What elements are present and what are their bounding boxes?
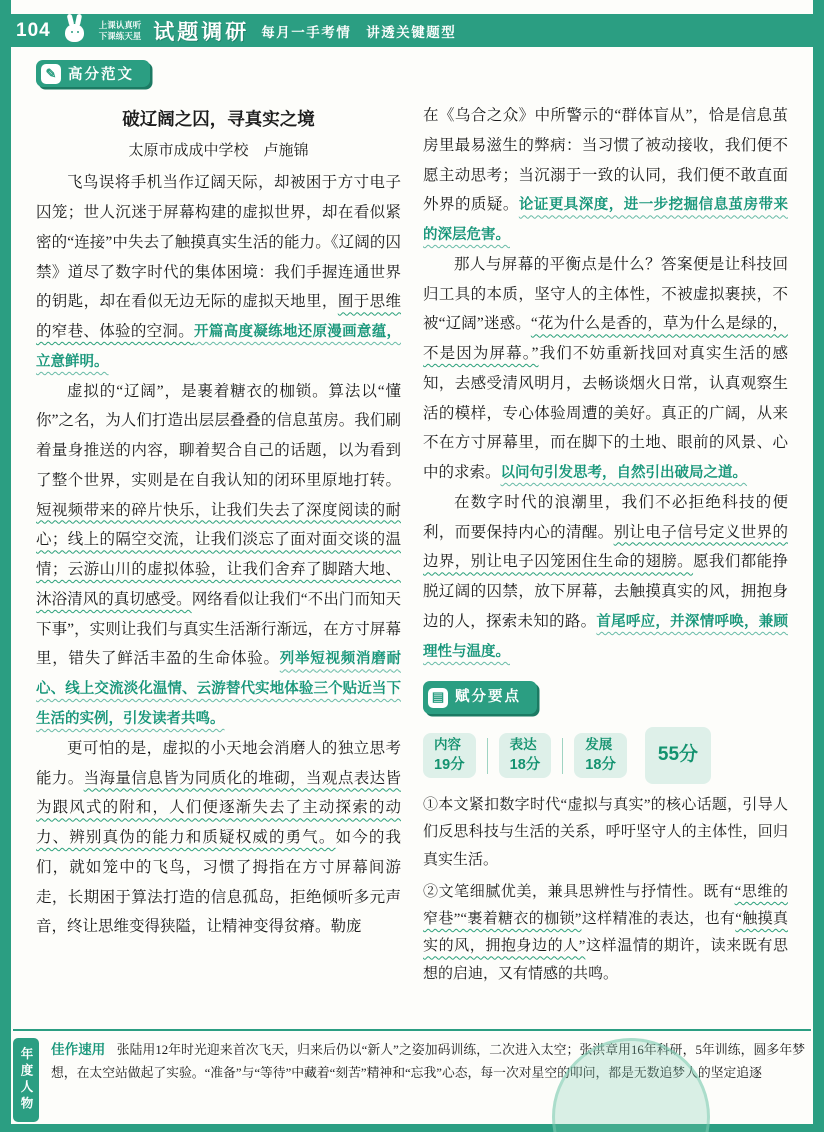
score-item-label: 发展 [585,737,613,753]
bottom-border-strip [0,1124,824,1132]
scoring-badge-label: 赋分要点 [455,688,521,705]
footer-feature-label: 佳作速用 [51,1042,106,1057]
highlighted-sentence: 短视频带来的碎片快乐，让我们失去了深度阅读的耐心；线上的隔空交流，让我们淡忘了面对面交谈的温情；云游山川的虚拟体验，让我们舍弃了脚踏大地、沐浴清风的真切感受。 [36,501,401,608]
mascot-slogan-line2: 下课练天星 [98,30,142,41]
top-header-bar [0,14,824,47]
highlighted-sentence: “触摸真实的风，拥抱身边的人” [423,911,788,955]
essay-right-column [423,101,788,988]
score-item-label: 表达 [509,737,537,753]
essay-text: 网络看似让我们“不出门而知天下事”，实则让我们与真实生活渐行渐远，在方寸屏幕里，错失了鲜活丰盈的生命体验。 [36,590,401,668]
main-content [36,60,788,988]
essay-text: 在《乌合之众》中所警示的“群体盲从”，恰是信息茧房里最易滋生的弊病：当习惯了被动接收，我们便不愿主动思考；当沉溺于一致的认同，我们便不敢直面外界的质疑。 [423,107,788,214]
footer-body [51,1038,811,1085]
year-figure-vertical-tab: 年度人物 [13,1038,39,1122]
teacher-annotation: 论证更具深度，进一步挖掘信息茧房带来的深层危害。 [423,197,788,244]
score-divider [562,738,563,774]
essay-left-column [36,101,401,988]
essay-title: 破辽阔之囚，寻真实之境 [122,109,315,129]
highlighted-sentence: 囿于思维的窄巷、体验的空洞。 [36,293,401,340]
score-item [423,733,476,778]
highlighted-sentence: 当海量信息皆为同质化的堆砌，当观点表达皆为跟风式的附和，人们便逐渐失去了主动探索的动力、辨别真伪的能力和质疑权威的勇气。 [36,769,401,847]
footer-feature-text: 张陆用12年时光迎来首次飞天，归来后仍以“新人”之姿加码训练，二次进入太空；张洪章用16年科研，5年训练，圆多年梦想，在太空站做起了实验。“准备”与“等待”中藏着“刻苦”精神和“忘我”心态，每一次对星空的叩问，都是无数追梦人的坚定追逐 [51,1043,806,1081]
mascot-slogan [99,20,142,41]
right-border-strip [813,0,824,1132]
score-item [574,733,627,778]
teacher-annotation: 列举短视频消磨耐心、线上交流淡化温情、云游替代实地体验三个贴近当下生活的实例，引发读者共鸣。 [36,651,401,728]
highlighted-sentence: 别让电子信号定义世界的边界，别让电子囚笼困住生命的翅膀。 [423,523,788,571]
left-border-strip [0,0,11,1132]
essay-paragraph [423,488,788,667]
essay-paragraph [36,168,401,376]
essay-text: 更可怕的是，虚拟的小天地会消磨人的独立思考能力。 [36,739,401,787]
score-divider [487,738,488,774]
score-item-value: 18分 [509,757,541,773]
brand-title: 试题调研 [153,20,250,44]
teacher-annotation: 首尾呼应，并深情呼唤，兼顾理性与温度。 [423,613,788,660]
essay-text: 如今的我们，就如笼中的飞鸟，习惯了拇指在方寸屏幕间游走，长期困于算法打造的信息孤岛，拒绝倾听多元声音，终让思维变得狭隘，让精神变得贫瘠。勒庞 [36,829,401,936]
essay-paragraph [423,101,788,250]
essay-text: 这样精准的表达，也有 [581,911,736,928]
score-item [499,733,552,778]
score-item-label: 内容 [434,737,461,753]
page-number: 104 [16,19,51,41]
highlighted-sentence: “花为什么是香的，草为什么是绿的，不是因为屏幕。” [423,315,788,363]
mascot-icon [63,18,87,44]
teacher-annotation: 开篇高度凝练地还原漫画意蕴，立意鲜明。 [36,324,401,370]
pen-icon: ✎ [41,64,61,84]
essay-text: 虚拟的“辽阔”，是裹着糖衣的枷锁。算法以“懂你”之名，为人们打造出层层叠叠的信息茧房。我们刷着量身推送的内容，聊着契合自己的话题，以为看到了整个世界，实则是在自我认知的闭环里原地打转。 [36,382,401,489]
score-item-value: 18分 [585,757,616,773]
footer-section [13,1029,811,1122]
essay-text: ①本文紧扣数字时代“虚拟与真实”的核心话题，引导人们反思科技与生活的关系，呼吁坚守人的主体性，回归真实生活。 [423,796,788,868]
scoring-point [423,879,788,988]
teacher-annotation: 以问句引发思考，自然引出破局之道。 [500,465,748,482]
essay-text: ②文笔细腻优美，兼具思辨性与抒情性。既有 [423,883,735,900]
essay-paragraph [36,734,401,942]
essay-paragraph [36,377,401,734]
essay-text: 这样温情的期许，读来既有思想的启迪，又有情感的共鸣。 [423,938,788,982]
essay-left-column-paragraphs [36,168,401,942]
essay-right-column-paragraphs [423,101,788,667]
essay-text: 愿我们都能挣脱辽阔的囚禁，放下屏幕，去触摸真实的风，拥抱身边的人，探索未知的路。 [423,553,788,630]
model-essay-badge [36,60,150,87]
essay-text: 我们不妨重新找回对真实生活的感知，去感受清风明月，去畅谈烟火日常，认真观察生活的模样，专心体验周遭的美好。真正的广阔，从来不在方寸屏幕里，而在脚下的土地、眼前的风景、心中的求索。 [423,345,788,482]
essay-author: 太原市成成中学校 卢施锦 [128,142,309,159]
essay-columns [36,101,788,988]
scoring-points [423,792,788,988]
mascot-slogan-line1: 上课认真听 [98,19,142,30]
scoring-badge [423,681,537,715]
scoring-section [423,681,788,988]
score-item-value: 19分 [434,757,465,773]
header-tagline: 每月一手考情 讲透关键题型 [261,24,457,40]
essay-text: 那人与屏幕的平衡点是什么？答案便是让科技回归工具的本质，坚守人的主体性，不被虚拟裹挟，不被“辽阔”迷惑。 [423,255,788,333]
list-icon: ▤ [428,688,448,708]
essay-paragraph [423,250,788,488]
essay-text: 飞鸟误将手机当作辽阔天际，却被困于方寸电子囚笼；世人沉迷于屏幕构建的虚拟世界，却在看似紧密的“连接”中失去了触摸真实生活的能力。《辽阔的囚禁》道尽了数字时代的集体困境：我们手握连通世界的钥匙，却在看似无边无际的虚拟天地里， [36,174,401,311]
highlighted-sentence: “思维的窄巷”“裹着糖衣的枷锁” [423,883,788,928]
scoring-point [423,792,788,874]
model-essay-badge-label: 高分范文 [68,67,134,83]
total-score: 55分 [645,727,711,783]
essay-text: 在数字时代的浪潮里，我们不必拒绝科技的便利，而要保持内心的清醒。 [423,493,788,541]
score-row [423,727,788,783]
